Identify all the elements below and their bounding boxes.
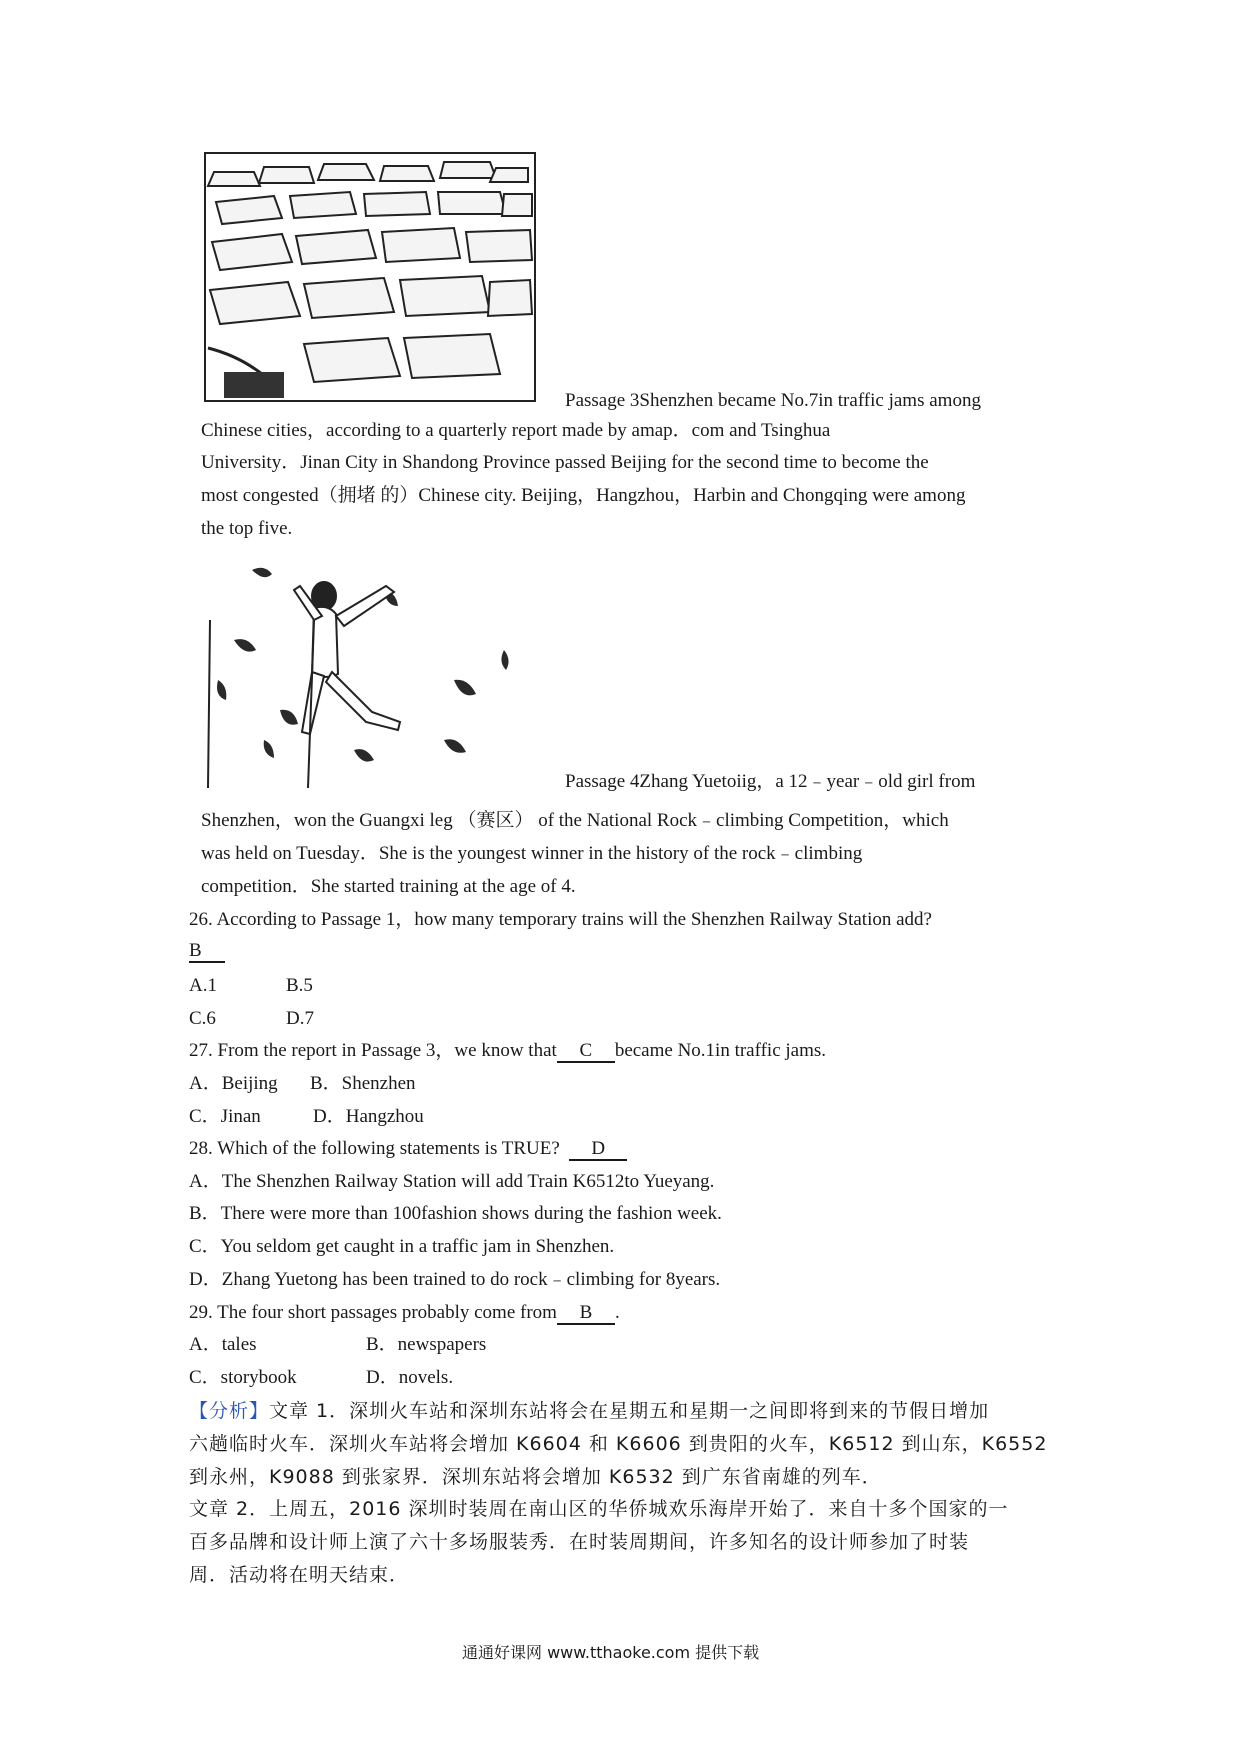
question-29-option-a: A．tales bbox=[189, 1334, 257, 1355]
question-27-option-c: C．Jinan bbox=[189, 1106, 261, 1127]
question-29-stem: 29. The four short passages probably come from B . bbox=[189, 1302, 620, 1323]
question-27-stem: 27. From the report in Passage 3，we know that C became No.1in traffic jams. bbox=[189, 1040, 827, 1061]
question-28-answer: D bbox=[569, 1139, 627, 1161]
traffic-jam-illustration bbox=[204, 152, 536, 402]
question-29-option-c: C．storybook bbox=[189, 1367, 297, 1388]
question-29-option-d: D．novels. bbox=[366, 1367, 454, 1388]
analysis-line-5: 百多品牌和设计师上演了六十多场服装秀．在时装周期间，许多知名的设计师参加了时装 bbox=[189, 1531, 970, 1553]
question-29-answer: B bbox=[557, 1303, 615, 1325]
analysis-line-2: 六趟临时火车．深圳火车站将会增加 K6604 和 K6606 到贵阳的火车，K6512 到山东，K6552 bbox=[189, 1433, 1048, 1455]
passage3-line-4: most congested（拥堵 的）Chinese city. Beijing，Hangzhou，Harbin and Chongqing were among bbox=[201, 485, 966, 506]
page-footer: 通通好课网 www.tthaoke.com 提供下载 bbox=[462, 1643, 760, 1662]
passage4-line-4: competition．She started training at the age of 4. bbox=[201, 876, 576, 897]
question-27-option-a: A．Beijing bbox=[189, 1073, 278, 1094]
question-28-option-a: A．The Shenzhen Railway Station will add Train K6512to Yueyang. bbox=[189, 1171, 715, 1192]
question-26-option-a: A.1 bbox=[189, 975, 217, 996]
question-28-option-c: C．You seldom get caught in a traffic jam in Shenzhen. bbox=[189, 1236, 615, 1257]
analysis-line-4: 文章 2．上周五，2016 深圳时装周在南山区的华侨城欢乐海岸开始了．来自十多个国家的一 bbox=[189, 1498, 1009, 1520]
passage3-line-3: University．Jinan City in Shandong Province passed Beijing for the second time to become the bbox=[201, 452, 929, 473]
question-27-answer: C bbox=[557, 1041, 615, 1063]
question-27-option-d: D．Hangzhou bbox=[313, 1106, 424, 1127]
analysis-line-6: 周．活动将在明天结束． bbox=[189, 1564, 410, 1586]
question-26-option-b: B.5 bbox=[286, 975, 313, 996]
analysis-line-1: 【分析】文章 1．深圳火车站和深圳东站将会在星期五和星期一之间即将到来的节假日增加 bbox=[189, 1400, 990, 1422]
rock-climber-illustration bbox=[204, 560, 536, 792]
passage3-line-2: Chinese cities，according to a quarterly report made by amap．com and Tsinghua bbox=[201, 420, 831, 441]
question-28-option-b: B．There were more than 100fashion shows during the fashion week. bbox=[189, 1203, 722, 1224]
passage4-line-2: Shenzhen，won the Guangxi leg （赛区） of the National Rock﹣climbing Competition，which bbox=[201, 810, 949, 831]
passage4-line-3: was held on Tuesday．She is the youngest winner in the history of the rock﹣climbing bbox=[201, 843, 863, 864]
question-27-option-b: B．Shenzhen bbox=[310, 1073, 416, 1094]
passage3-line-1: Passage 3Shenzhen became No.7in traffic jams among bbox=[565, 390, 981, 411]
question-29-option-b: B．newspapers bbox=[366, 1334, 487, 1355]
question-26-stem: 26. According to Passage 1，how many temporary trains will the Shenzhen Railway Station add? bbox=[189, 909, 932, 930]
analysis-label: 【分析】 bbox=[189, 1400, 270, 1422]
passage4-line-1: Passage 4Zhang Yuetoiig，a 12﹣year﹣old girl from bbox=[565, 771, 976, 792]
question-26-answer: B bbox=[189, 940, 225, 963]
question-28-option-d: D．Zhang Yuetong has been trained to do rock﹣climbing for 8years. bbox=[189, 1269, 721, 1290]
question-28-stem: 28. Which of the following statements is TRUE? D bbox=[189, 1138, 627, 1161]
question-26-option-c: C.6 bbox=[189, 1008, 216, 1029]
question-26-option-d: D.7 bbox=[286, 1008, 314, 1029]
analysis-line-3: 到永州，K9088 到张家界．深圳东站将会增加 K6532 到广东省南雄的列车． bbox=[189, 1466, 882, 1488]
passage3-line-5: the top five. bbox=[201, 518, 293, 539]
